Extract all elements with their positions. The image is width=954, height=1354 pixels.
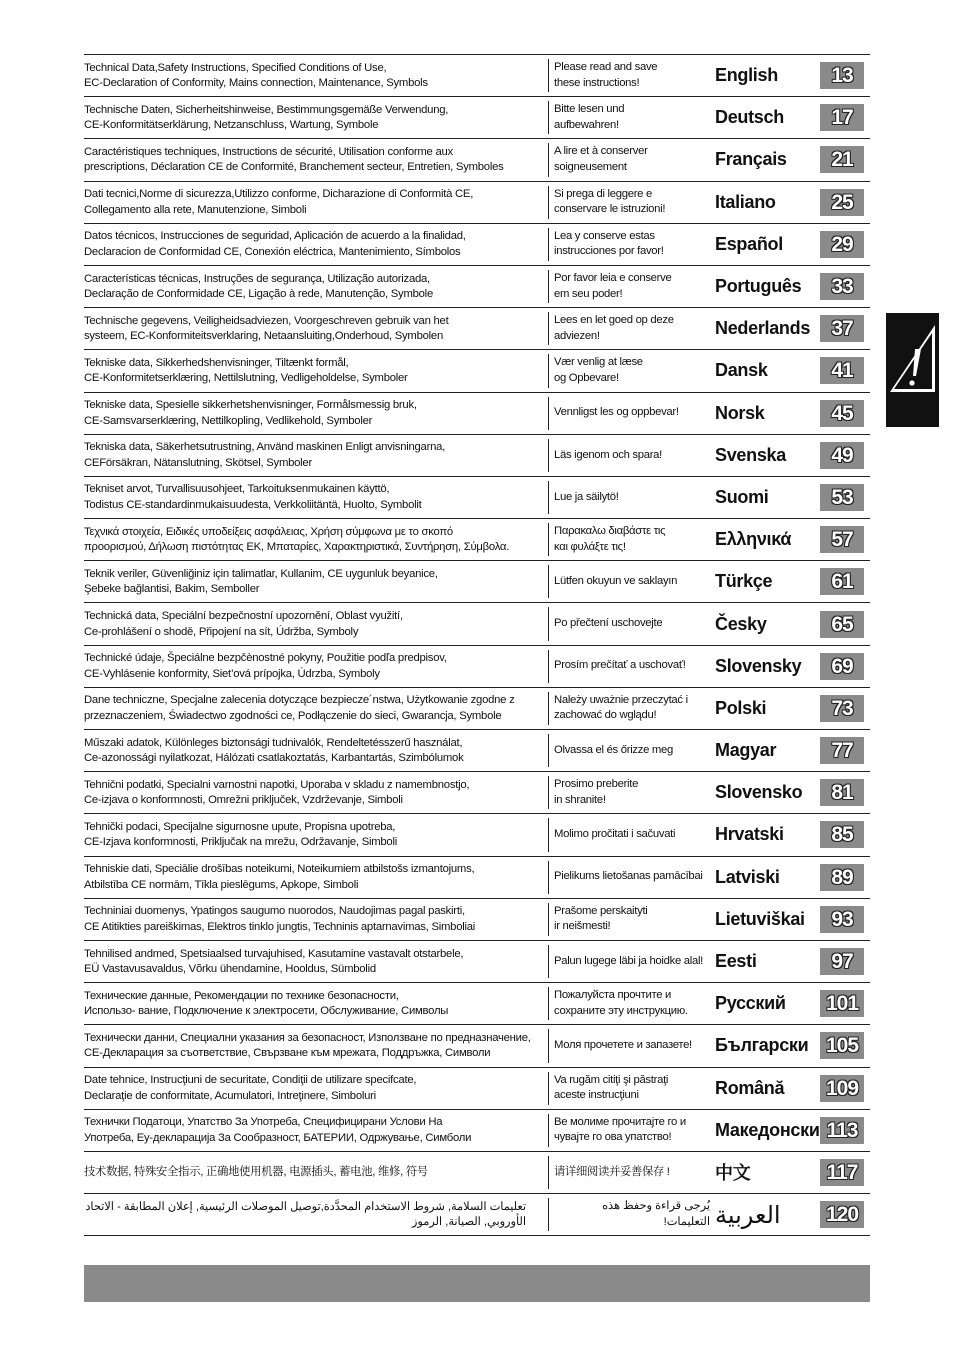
contents-description — [84, 988, 548, 1020]
description-line-1: Tekniske data, Spesielle sikkerhetshenvisninger, Formålsmessig bruk, — [84, 399, 417, 412]
note-line-1: Pielikums lietošanas pamācībai — [554, 870, 703, 883]
index-row — [84, 857, 870, 899]
description-line-2: CE-Konformitetserklæring, Nettilslutning, Vedligeholdelse, Symboler — [84, 372, 408, 385]
index-row — [84, 393, 870, 435]
reading-note — [549, 524, 714, 555]
contents-description — [84, 524, 548, 556]
contents-description — [84, 861, 548, 893]
description-line-2: CEFörsäkran, Nätanslutning, Skötsel, Symboler — [84, 456, 312, 469]
language-name: Español — [715, 233, 783, 254]
page-number-badge: 117 — [820, 1159, 864, 1186]
description-line-1: Características técnicas, Instruções de segurança, Utilização autorizada, — [84, 272, 430, 285]
reading-note — [549, 187, 714, 218]
reading-note — [549, 313, 714, 344]
description-line-2: EC-Declaration of Conformity, Mains connection, Maintenance, Symbols — [84, 77, 428, 90]
description-line-1: Технические данные, Рекомендации по технике безопасности, — [84, 989, 399, 1002]
reading-note — [549, 1165, 714, 1181]
note-line-1: Olvassa el és őrizze meg — [554, 743, 673, 756]
description-line-2: CE-Декларация за съответствие, Свързване към мрежата, Поддръжка, Символи — [84, 1047, 491, 1060]
contents-description — [84, 608, 548, 640]
page-number-badge: 69 — [820, 653, 864, 680]
description-line-1: تعليمات السلامة, شروط الاستخدام المحدَّدة,توصيل الموصلات الرئيسية, إعلان المطابقة - الاتحاد — [85, 1200, 526, 1213]
note-line-1: Lütfen okuyun ve saklayın — [554, 575, 678, 588]
language-name: Polski — [715, 697, 767, 718]
contents-description — [84, 819, 548, 851]
description-line-1: Dane techniczne, Specjalne zalecenia dotyczące bezpiecze´nstwa, Użytkowanie zgodne z — [84, 694, 515, 707]
note-line-1: Po přečtení uschovejte — [554, 617, 663, 630]
description-line-2: CE-Konformitätserklärung, Netzanschluss, Wartung, Symbole — [84, 119, 379, 132]
description-line-2: Ce-prohlášení o shodě, Připojení na sít, Údržba, Symboly — [84, 625, 359, 638]
contents-description — [84, 692, 548, 724]
note-line-1: Va rugăm citiţi şi păstraţi — [554, 1073, 669, 1086]
reading-note — [549, 102, 714, 133]
description-line-1: Datos técnicos, Instrucciones de seguridad, Aplicación de acuerdo a la finalidad, — [84, 230, 466, 243]
contents-description — [84, 313, 548, 345]
description-line-2: προορισμού, Δήλωση πιστότητας ΕΚ, Μπαταρίες, Χαρακτηριστικά, Συντήρηση, Σύμβολα. — [84, 541, 510, 554]
index-row — [84, 688, 870, 730]
reading-note — [549, 1199, 714, 1230]
contents-description — [84, 481, 548, 513]
description-line-2: Ce-izjava o konformnosti, Omrežni priključek, Vzdrževanje, Simboli — [84, 794, 403, 807]
contents-description — [84, 271, 548, 303]
note-line-1: Prašome perskaityti — [554, 904, 648, 917]
page-number-badge: 89 — [820, 864, 864, 891]
note-line-2: aufbewahren! — [554, 118, 619, 131]
description-line-1: Műszaki adatok, Különleges biztonsági tudnivalók, Rendeltetésszerű használat, — [84, 736, 463, 749]
reading-note — [549, 271, 714, 302]
language-name: Lietuviškai — [715, 908, 805, 929]
reading-note — [549, 693, 714, 724]
index-row — [84, 308, 870, 350]
page-number-badge: 105 — [820, 1032, 864, 1059]
description-line-1: Techniniai duomenys, Ypatingos saugumo nuorodos, Naudojimas pagal paskirti, — [84, 905, 465, 918]
description-line-1: Tehnični podatki, Specialni varnostni napotki, Uporaba v skladu z namembnostjo, — [84, 778, 470, 791]
reading-note — [549, 869, 714, 885]
index-row — [84, 1110, 870, 1152]
note-line-1: Моля прочетете и запазете! — [554, 1039, 692, 1052]
description-line-1: Teknik veriler, Güvenliğiniz için talimatlar, Kullanim, CE uygunluk beyanice, — [84, 567, 438, 580]
description-line-1: Caractéristiques techniques, Instructions de sécurité, Utilisation conforme aux — [84, 145, 453, 158]
contents-description — [84, 1030, 548, 1062]
note-line-2: instrucciones por favor! — [554, 245, 664, 258]
language-name: Svenska — [715, 444, 786, 465]
description-line-1: Technische Daten, Sicherheitshinweise, Bestimmungsgemäße Verwendung, — [84, 103, 449, 116]
note-line-1: Παρακαλω διαβάστε τις — [554, 525, 666, 538]
description-line-1: Tehnilised andmed, Spetsiaalsed turvajuhised, Kasutamine vastavalt otstarbele, — [84, 947, 464, 960]
note-line-1: Läs igenom och spara! — [554, 448, 662, 461]
description-line-2: الأوروبي, الصيانة, الرموز — [411, 1216, 526, 1229]
description-line-2: Declaraţie de conformitate, Acumulatori, Intreţinere, Simboluri — [84, 1089, 376, 1102]
description-line-1: Tekniset arvot, Turvallisuusohjeet, Tarkoituksenmukainen käyttö, — [84, 483, 390, 496]
contents-description — [84, 566, 548, 598]
note-line-1: Należy uważnie przeczytać i — [554, 693, 688, 706]
description-line-2: CE Atitikties pareiškimas, Elektros tinklo jungtis, Techninis aptarnavimas, Simboliai — [84, 920, 476, 933]
note-line-2: التعليمات! — [663, 1215, 710, 1228]
note-line-1: Prosimo preberite — [554, 778, 639, 791]
note-line-2: και φυλάξτε τις! — [554, 540, 626, 553]
language-name: Slovensky — [715, 655, 802, 676]
reading-note — [549, 355, 714, 386]
language-name: Norsk — [715, 402, 765, 423]
index-row — [84, 97, 870, 139]
page-number-badge: 77 — [820, 737, 864, 764]
page-number-badge: 97 — [820, 948, 864, 975]
language-name: Hrvatski — [715, 824, 784, 845]
language-name: العربية — [715, 1200, 781, 1229]
contents-description — [84, 60, 548, 92]
page-number-badge: 73 — [820, 695, 864, 722]
index-row — [84, 139, 870, 181]
contents-description — [84, 650, 548, 682]
reading-note — [549, 904, 714, 935]
contents-description — [84, 355, 548, 387]
description-line-1: Technical Data,Safety Instructions, Specified Conditions of Use, — [84, 61, 387, 74]
page-number-badge: 120 — [820, 1201, 864, 1228]
page-number-badge: 49 — [820, 442, 864, 469]
note-line-2: em seu poder! — [554, 287, 623, 300]
index-row — [84, 730, 870, 772]
reading-note — [549, 60, 714, 91]
description-line-1: Technická data, Speciální bezpečnostní upozornění, Oblast využití, — [84, 610, 403, 623]
footer-bar — [84, 1265, 870, 1302]
contents-description — [84, 777, 548, 809]
warning-icon — [886, 319, 939, 403]
contents-description — [84, 1072, 548, 1104]
description-line-2: prescriptions, Déclaration CE de Conformité, Branchement secteur, Entretien, Symboles — [84, 161, 504, 174]
description-line-2: CE-Samsvarserklæring, Nettilkopling, Vedlikehold, Symboler — [84, 414, 373, 427]
page-number-badge: 45 — [820, 400, 864, 427]
index-row — [84, 1194, 870, 1236]
reading-note — [549, 405, 714, 421]
language-name: Italiano — [715, 191, 776, 212]
note-line-2: чувајте го ова упатство! — [554, 1131, 672, 1144]
contents-description — [84, 1114, 548, 1146]
language-name: Türkçe — [715, 571, 773, 592]
contents-description — [84, 735, 548, 767]
page-number-badge: 61 — [820, 568, 864, 595]
description-line-1: Τεχνικά στοιχεία, Ειδικές υποδείξεις ασφάλειας, Χρήση σύμφωνα με το σκοπό — [84, 525, 453, 538]
index-row — [84, 350, 870, 392]
note-line-1: Prosím prečítať a uschovať! — [554, 659, 686, 672]
description-line-2: Употреба, Еу-декларација За Сообразност, БАТЕРИИ, Одржување, Симболи — [84, 1131, 472, 1144]
note-line-1: Bitte lesen und — [554, 103, 625, 116]
index-row — [84, 814, 870, 856]
contents-description — [84, 144, 548, 176]
page-number-badge: 13 — [820, 62, 864, 89]
description-line-1: Технички Податоци, Упатство За Употреба, Специфицирани Услови На — [84, 1116, 443, 1129]
index-row — [84, 772, 870, 814]
page-number-badge: 53 — [820, 484, 864, 511]
note-line-2: soigneusement — [554, 160, 627, 173]
description-line-2: CE-Vyhlásenie konformity, Siet’ová prípojka, Údrzba, Symboly — [84, 667, 380, 680]
description-line-1: Tehniskie dati, Speciālie drošības noteikumi, Noteikumiem atbilstošs izmantojums, — [84, 863, 475, 876]
index-row — [84, 1025, 870, 1067]
reading-note — [549, 827, 714, 843]
description-line-1: Dati tecnici,Norme di sicurezza,Utilizzo conforme, Dicharazione di Conformità CE, — [84, 188, 474, 201]
description-line-1: Tekniska data, Säkerhetsutrustning, Använd maskinen Enligt anvisningarna, — [84, 441, 446, 454]
index-row — [84, 182, 870, 224]
language-name: Português — [715, 276, 802, 297]
reading-note — [549, 743, 714, 759]
index-row — [84, 55, 870, 97]
index-row — [84, 561, 870, 603]
note-line-1: Lea y conserve estas — [554, 229, 655, 242]
description-line-2: CE-Izjava konformnosti, Priključak na mrežu, Održavanje, Simboli — [84, 836, 397, 849]
note-line-1: Lees en let goed op deze — [554, 314, 674, 327]
note-line-1: Palun lugege läbi ja hoidke alal! — [554, 954, 704, 967]
reading-note — [549, 1038, 714, 1054]
note-line-2: conservare le istruzioni! — [554, 203, 666, 216]
contents-description — [84, 946, 548, 978]
reading-note — [549, 658, 714, 674]
reading-note — [549, 574, 714, 590]
language-name: Slovensko — [715, 782, 803, 803]
description-line-1: Технически данни, Специални указания за безопасност, Използване по предназначение, — [84, 1031, 531, 1044]
language-name: 中文 — [715, 1163, 751, 1184]
page-number-badge: 85 — [820, 821, 864, 848]
description-line-2: Collegamento alla rete, Manutenzione, Simboli — [84, 203, 307, 216]
language-name: English — [715, 65, 778, 86]
note-line-1: Ве молиме прочитајте го и — [554, 1115, 686, 1128]
index-row — [84, 983, 870, 1025]
page-number-badge: 25 — [820, 189, 864, 216]
description-line-2: Declaração de Conformidade CE, Ligação à rede, Manutenção, Symbole — [84, 288, 433, 301]
note-line-2: in shranite! — [554, 793, 606, 806]
reading-note — [549, 490, 714, 506]
reading-note — [549, 616, 714, 632]
page-number-badge: 21 — [820, 146, 864, 173]
contents-description — [84, 1199, 548, 1231]
index-row — [84, 1152, 870, 1194]
page-number-badge: 33 — [820, 273, 864, 300]
language-name: Eesti — [715, 951, 757, 972]
language-name: Nederlands — [715, 318, 811, 339]
language-name: Deutsch — [715, 107, 784, 128]
language-name: Română — [715, 1077, 785, 1098]
page-number-badge: 101 — [820, 990, 864, 1017]
note-line-1: Si prega di leggere e — [554, 187, 652, 200]
note-line-2: adviezen! — [554, 329, 600, 342]
note-line-2: ir neišmesti! — [554, 920, 611, 933]
description-line-2: Atbilstība CE normām, Tīkla pieslēgums, Apkope, Simboli — [84, 878, 359, 891]
page-number-badge: 93 — [820, 906, 864, 933]
description-line-1: Technische gegevens, Veiligheidsadviezen, Voorgeschreven gebruik van het — [84, 314, 449, 327]
note-line-1: 请详细阅读并妥善保存 ! — [554, 1165, 670, 1178]
index-row — [84, 1068, 870, 1110]
index-row — [84, 899, 870, 941]
index-row — [84, 519, 870, 561]
note-line-2: og Opbevare! — [554, 371, 619, 384]
page-number-badge: 57 — [820, 526, 864, 553]
description-line-2: Todistus CE-standardinmukaisuudesta, Verkkoliitäntä, Huolto, Symbolit — [84, 498, 422, 511]
contents-description — [84, 903, 548, 935]
description-line-2: Declaracion de Conformidad CE, Conexión eléctrica, Mantenimiento, Símbolos — [84, 245, 461, 258]
note-line-1: Molimo pročitati i sačuvati — [554, 828, 676, 841]
page-number-badge: 81 — [820, 779, 864, 806]
language-name: Ελληνικά — [715, 529, 792, 550]
note-line-2: сохраните эту инструкцию. — [554, 1004, 688, 1017]
description-line-2: przeznaczeniem, Świadectwo zgodności ce, Podłączenie do sieci, Gwarancja, Symbole — [84, 709, 502, 722]
contents-description — [84, 397, 548, 429]
language-name: Français — [715, 149, 787, 170]
language-name: Suomi — [715, 486, 769, 507]
index-row — [84, 266, 870, 308]
note-line-1: Vennligst les og oppbevar! — [554, 406, 679, 419]
reading-note — [549, 988, 714, 1019]
reading-note — [549, 1115, 714, 1146]
contents-description — [84, 439, 548, 471]
note-line-1: Vær venlig at læse — [554, 356, 643, 369]
reading-note — [549, 229, 714, 260]
reading-note — [549, 954, 714, 970]
description-line-2: systeem, EC-Konformiteitsverklaring, Netaansluiting,Onderhoud, Symbolen — [84, 330, 443, 343]
language-name: Latviski — [715, 866, 780, 887]
reading-note — [549, 448, 714, 464]
note-line-1: Lue ja säilytö! — [554, 490, 619, 503]
description-line-1: 技术数据, 特殊安全指示, 正确地使用机器, 电源插头, 蓄电池, 维修, 符号 — [84, 1166, 428, 1179]
index-row — [84, 224, 870, 266]
page-number-badge: 109 — [820, 1075, 864, 1102]
page-number-badge: 17 — [820, 104, 864, 131]
note-line-1: يُرجى قراءة وحفظ هذه — [602, 1200, 710, 1213]
description-line-2: EÜ Vastavusavaldus, Võrku ühendamine, Hooldus, Sümbolid — [84, 963, 376, 976]
note-line-1: Por favor leia e conserve — [554, 272, 672, 285]
description-line-1: Technické údaje, Špeciálne bezpčènostné pokyny, Použitie podľa predpisov, — [84, 652, 447, 665]
description-line-1: Tehnički podaci, Specijalne sigurnosne upute, Propisna upotreba, — [84, 820, 396, 833]
reading-note — [549, 144, 714, 175]
note-line-2: aceste instrucţiuni — [554, 1089, 639, 1102]
contents-description — [84, 186, 548, 218]
description-line-1: Date tehnice, Instrucţiuni de securitate, Condiţii de utilizare specifcate, — [84, 1074, 417, 1087]
index-row — [84, 435, 870, 477]
description-line-2: Şebeke bağlantisi, Bakim, Semboller — [84, 583, 260, 596]
index-row — [84, 646, 870, 688]
page-number-badge: 37 — [820, 315, 864, 342]
contents-description — [84, 228, 548, 260]
description-line-1: Tekniske data, Sikkerhedshenvisninger, Tiltænkt formål, — [84, 356, 349, 369]
language-name: Dansk — [715, 360, 768, 381]
index-row — [84, 603, 870, 645]
warning-side-tab — [886, 313, 939, 427]
page-number-badge: 113 — [820, 1117, 864, 1144]
note-line-1: A lire et à conserver — [554, 145, 648, 158]
note-line-1: Пожалуйста прочтите и — [554, 989, 672, 1002]
language-name: Македонски — [715, 1119, 820, 1140]
note-line-1: Please read and save — [554, 61, 658, 74]
index-row — [84, 477, 870, 519]
note-line-2: these instructions! — [554, 76, 640, 89]
reading-note — [549, 777, 714, 808]
language-name: Български — [715, 1035, 809, 1056]
description-line-2: Использо- вание, Подключение к электросети, Обслуживание, Символы — [84, 1005, 449, 1018]
language-name: Česky — [715, 613, 767, 634]
note-line-2: zachować do wglądu! — [554, 709, 657, 722]
page-number-badge: 41 — [820, 357, 864, 384]
page-number-badge: 29 — [820, 231, 864, 258]
language-index-table — [84, 54, 870, 1236]
description-line-2: Ce-azonossági nyilatkozat, Hálózati csatlakoztatás, Karbantartás, Szimbólumok — [84, 752, 464, 765]
page-number-badge: 65 — [820, 611, 864, 638]
index-row — [84, 941, 870, 983]
language-name: Русский — [715, 993, 786, 1014]
language-name: Magyar — [715, 740, 777, 761]
contents-description — [84, 1164, 548, 1181]
reading-note — [549, 1073, 714, 1104]
contents-description — [84, 102, 548, 134]
